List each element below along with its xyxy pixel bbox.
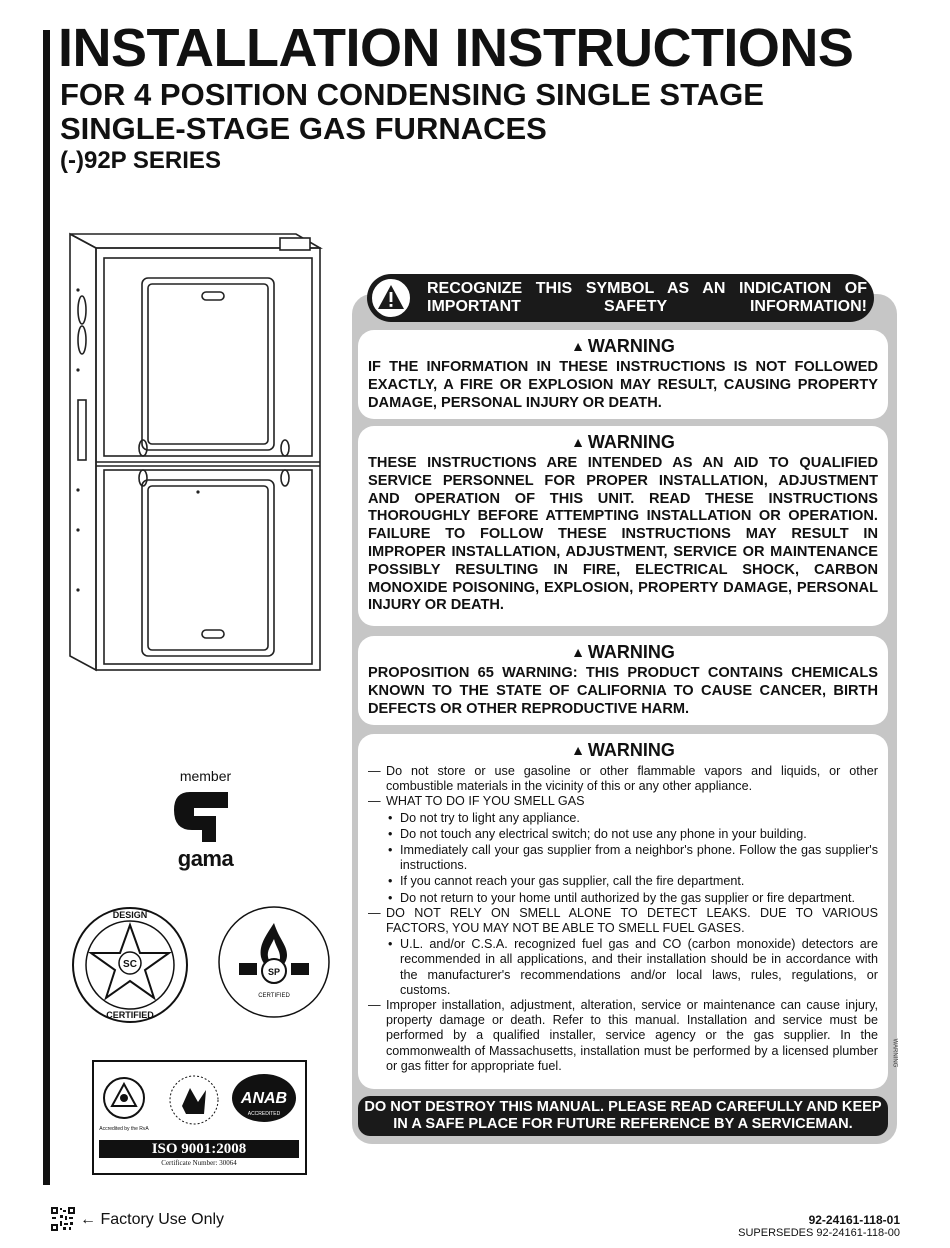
warning-box-3 (358, 636, 888, 725)
seal2-label: CERTIFIED (258, 993, 290, 999)
seal-mark: SC (123, 959, 137, 970)
warning-text: THESE INSTRUCTIONS ARE INTENDED AS AN AID TO QUALIFIED SERVICE PERSONNEL FOR PROPER INSTALLATION, ADJUSTMENT AND OPERATION OF THIS UNIT. READ THESE INSTRUCTIONS THOROUGHLY BEFORE ATTEMPTING INSTALLATION OR OPERATION. FAILURE TO FOLLOW THESE INSTRUCTIONS MAY RESULT IN IMPROPER INSTALLATION, ADJUSTMENT, SERVICE OR MAINTENANCE POSSIBLY RESULTING IN FIRE, ELECTRICAL SHOCK, CARBON MONOXIDE POISONING, EXPLOSION, PROPERTY DAMAGE, PERSONAL INJURY OR DEATH. (368, 455, 878, 614)
warning-triangle-icon: ▲ (571, 742, 585, 758)
warning-title: ▲ WARNING (571, 336, 675, 356)
left-rule (43, 30, 50, 1185)
bullet-item: • Do not touch any electrical switch; do not use any phone in your building. (388, 826, 807, 841)
gama-logo (168, 768, 243, 871)
bullet-item: • Do not try to light any appliance. (388, 810, 580, 825)
iso-certificate-number: Certificate Number: 30064 (161, 1159, 237, 1167)
bullet-item: • Do not return to your home until authorized by the gas supplier or fire department. (388, 890, 856, 905)
footer-notice-line-1: DO NOT DESTROY THIS MANUAL. PLEASE READ CAREFULLY AND KEEP (364, 1099, 882, 1115)
bullet-item: • U.L. and/or C.S.A. recognized fuel gas and CO (carbon monoxide) detectors are recommended in all applications, and their installation should be in accordance with the manufacturer's recommendations and/or local laws, rules, regulations, or customs. (388, 937, 878, 997)
warning-triangle-icon (369, 276, 413, 320)
warning-title: ▲ WARNING (571, 642, 675, 662)
factory-use-label: ← Factory Use Only (80, 1211, 225, 1228)
footer-notice (358, 1096, 888, 1136)
iso-label: ISO 9001:2008 (99, 1140, 299, 1158)
seal2-mark: SP (267, 967, 281, 977)
warning-triangle-icon: ▲ (571, 338, 585, 354)
gama-name: gama (177, 846, 234, 871)
subtitle-line-1: FOR 4 POSITION CONDENSING SINGLE STAGE (60, 77, 764, 112)
accredited-note: Accredited by the RvA (99, 1126, 149, 1132)
side-code: WARNING (891, 1038, 898, 1068)
warning-triangle-icon: ▲ (571, 434, 585, 450)
bullet-item: • Immediately call your gas supplier from a neighbor's phone. Follow the gas supplier's instructions. (388, 843, 878, 873)
flame-certified-seal (217, 905, 332, 1020)
anab-sub: ACCREDITED (247, 1111, 281, 1117)
warning-box-1 (358, 330, 888, 419)
series-label: (-)92P SERIES (60, 147, 221, 174)
page-title: INSTALLATION INSTRUCTIONS (58, 18, 854, 78)
list-item: — WHAT TO DO IF YOU SMELL GAS (368, 794, 585, 809)
warning-text: IF THE INFORMATION IN THESE INSTRUCTIONS IS NOT FOLLOWED EXACTLY, A FIRE OR EXPLOSION MAY RESULT, CAUSING PROPERTY DAMAGE, PERSONAL INJURY OR DEATH. (368, 359, 878, 411)
iso-logos (94, 1062, 305, 1138)
subtitle-line-2: SINGLE-STAGE GAS FURNACES (60, 111, 547, 146)
warning-title: ▲ WARNING (571, 432, 675, 452)
furnace-illustration (64, 230, 326, 675)
anab-label: ANAB (240, 1090, 288, 1107)
warning-title: ▲ WARNING (571, 740, 675, 760)
seal-bottom-label: CERTIFIED (106, 1010, 154, 1020)
gama-member-label: member (179, 768, 232, 784)
safety-symbol-banner (367, 274, 874, 322)
design-certified-seal (70, 905, 190, 1025)
warning-box-4 (358, 734, 888, 1089)
footer-notice-line-2: IN A SAFE PLACE FOR FUTURE REFERENCE BY A SERVICEMAN. (393, 1116, 853, 1132)
document-number: 92-24161-118-01 (808, 1213, 900, 1227)
seal-top-label: DESIGN (112, 910, 148, 920)
warning-text: PROPOSITION 65 WARNING: THIS PRODUCT CONTAINS CHEMICALS KNOWN TO THE STATE OF CALIFORNIA TO CAUSE CANCER, BIRTH DEFECTS OR OTHER REPRODUCTIVE HARM. (368, 665, 878, 717)
iso-certification-box (92, 1060, 307, 1175)
warning-box-2 (358, 426, 888, 626)
bullet-item: • If you cannot reach your gas supplier, call the fire department. (388, 874, 745, 889)
safety-symbol-text: RECOGNIZE THIS SYMBOL AS AN INDICATION OF IMPORTANT SAFETY INFORMATION! (427, 280, 867, 315)
list-item: — Do not store or use gasoline or other flammable vapors and liquids, or other combustible materials in the vicinity of this or any other appliance. (368, 764, 878, 794)
warning-triangle-icon: ▲ (571, 644, 585, 660)
list-item: — Improper installation, adjustment, alteration, service or maintenance can cause injury, property damage or death. Refer to this manual. Installation and service must be performed by a qualified installer, service agency or the gas supplier. In the commonwealth of Massachusetts, installation must be performed by a licensed plumber or gas fitter for appropriate fuel. (368, 998, 878, 1073)
supersedes-note: SUPERSEDES 92-24161-118-00 (738, 1227, 900, 1239)
qr-code-icon (51, 1207, 75, 1231)
list-item: — DO NOT RELY ON SMELL ALONE TO DETECT LEAKS. DUE TO VARIOUS FACTORS, YOU MAY NOT BE ABLE TO SMELL FUEL GASES. (368, 905, 878, 936)
gama-mark-icon (168, 786, 243, 846)
